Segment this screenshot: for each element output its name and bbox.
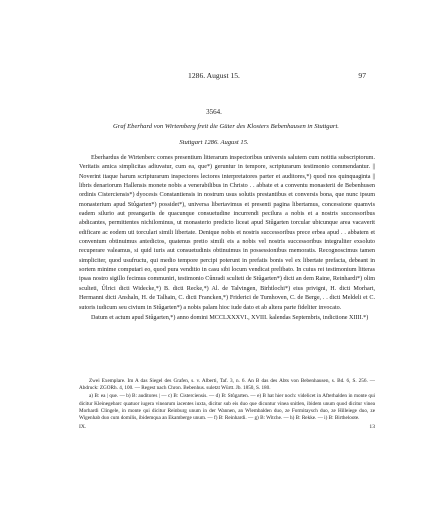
document-body [79,154,375,323]
page-footer [79,424,375,434]
charter-text: Eberhardus de Wirtenberc comes presentium litterarum inspectoribus universis salutem cum notitia subscriptorum. Veritatis amica simplicitas adiuvatur, cum ea, que*) geruntur in tempore, scripturarum testimonio commendantur. || Noverint itaque harum scripturarum inspectores lectores interpretatores parter et auditores,*) quod nos quinquaginta || libris denariorum Hallensis monete nobis a venerabilibus in Christo . . abbate et a conventu monasterii de Bebenhusen ordinis Cisterciensis*) dyocesis Constantiensis in nostrum usus solutis prestantibus et conversis bona, que nunc ipsum monasterium apud Stůgarten*) possidet*), universa libertavimus et presenti pagina libertamus, concessione quamvis eadem silurio aut preangariis de quacunque consuetudine incurrendi pecilura a nobis et a nostris successoribus abdicantes, permittentes nichilominus, ut monasterio predicto liceat apud Stůgarten torcular ubicunque area vacaverit edificare ac eodem uti torculari simili libertate. Denique nobis et nostris successoribus prece erbea apud . . abbatem et conventum obtinuimus antedictos, quatenus pretio simili eis a nobis vel nostris successoribus integraliter exsoluto recuperare valeamus, si quid iuris aut consuetudinis obtinuimus in possessionibus memoratis. Recognoscimus tamen simpliciter, quod usufructu, qui medio tempore percipi poterunt in prefatis bonis vel ex libertate prefacta, debeant in sortem minime computari eo, quod pura venditio in casu sibi locum vendicat prelibato. In cuius rei testimonium litteras ipsas nostro sigillo fecimus communiri, testimonio Cůnradi sculteti de Stůgarten*) dicti an dem Raine, Reinhardi*) olim sculteti, Ůlrici dicti Widecke,*) B. dicti Recke,*) Al. de Talvingen, Birhtlochi*) eius privigni, H. dicti Morhart, Hermanni dicti Anshaln, H. de Talhain, C. dicti Francken,*) Friderici de Tumhoven, C. de Berge, . . dicti Meldeli et C. sutoris iudicum seu civium in Stůgarten*) a nobis palam hioc iude dato et ab altera parte fideliter invocato. [79,155,375,311]
sheet-number: 13 [369,424,375,430]
page-number: 97 [358,71,366,80]
place-date: Stuttgart 1286. August 15. [179,139,249,146]
document-number: 3564. [206,108,222,116]
source-note: Zwei Exemplare. Im A das Siegel des Grafen, s. v. Alberti, Taf. 3, n. 6. An B das des Abts von Bebenhausen, s. Bd. 6, S. 256. — Abdruck: ZGORh. 4, 100. — Regest nach Chron. Bebenhus. suletzt Württ. Jb. 1850, S. 180. [79,378,375,392]
dating-clause: Datum et actum apud Stůgarten,*) anno domini MCCLXXXVI., XVIII. kalendas Septembris, indictione XIIII.*) [91,314,369,321]
variant-notes: a) B: ea | que. — b) B: auditores | — c) B: Cisterciensis. — d) B: Stůgarten. — e) B hat hier noch: videlicet in Afterhalden in monte qui dicitur Kleinegebarc quatuor iugera vinearum iacentes iuxta, dicitur sub eis duo que dicuntur vinea snitlen, ibidem unum quod dicitur vinea Morhardi Clingele, in monte qui dicitur Reinburg unum in der Wannen, an Wlembalden duo, ze Formitaysch duo, ze Hilleiege duo, ze Wigenhab duo cum domilis, ibidemqua an Ekamberge unum. — f) B: Reinhardi. — g) B: Witche. — h) B: Rekke. — i) B: Birtheloote. [79,393,375,422]
page-header [0,71,428,83]
signature-mark: IX. [79,424,87,430]
document-title: Graf Eberhard von Wirtemberg freit die Güter des Klosters Bebenhausen in Stuttgart. [113,123,339,130]
footnotes [79,378,375,422]
running-title: 1286. August 15. [188,71,240,80]
